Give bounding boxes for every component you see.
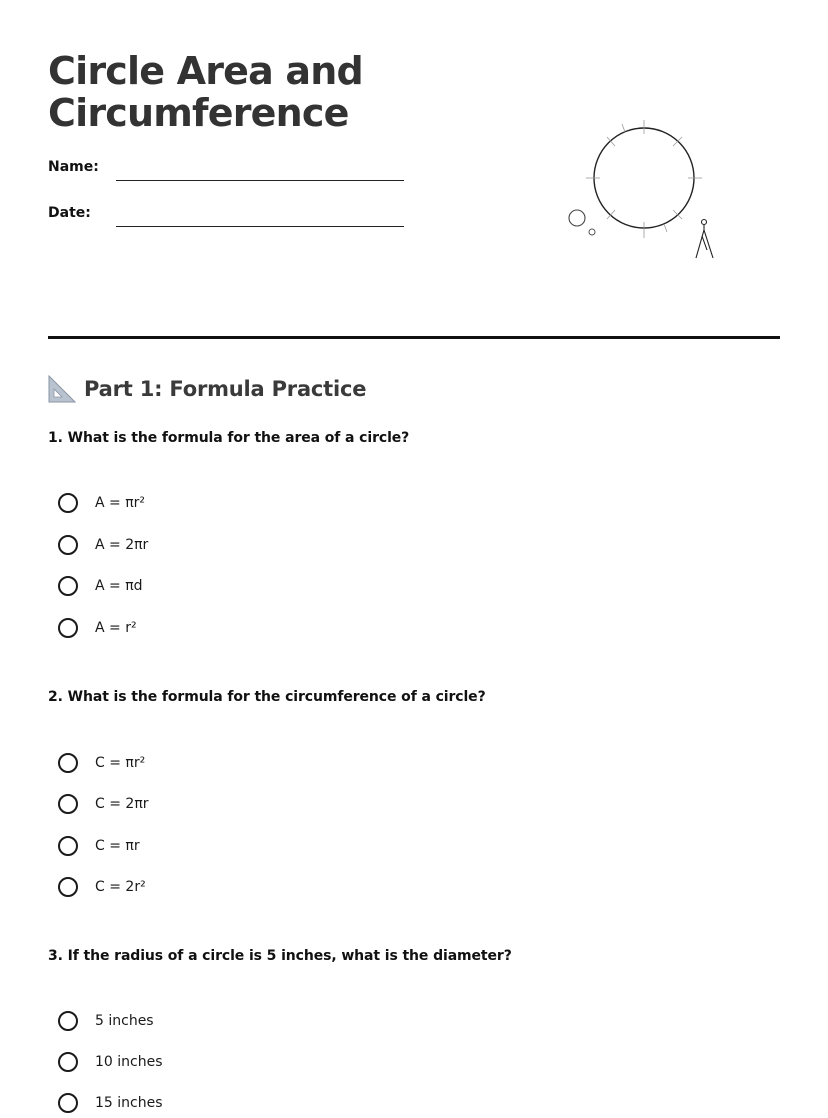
compass-icon bbox=[696, 220, 713, 259]
radio-button[interactable] bbox=[58, 618, 78, 638]
option-label: 10 inches bbox=[95, 1054, 163, 1070]
option-label: A = 2πr bbox=[95, 537, 149, 553]
title-line-2: Circumference bbox=[48, 91, 349, 135]
tiny-circle-icon bbox=[589, 229, 595, 235]
section-title: Part 1: Formula Practice bbox=[84, 377, 367, 401]
option-label: C = πr² bbox=[95, 755, 146, 771]
radio-button[interactable] bbox=[58, 877, 78, 897]
section-divider bbox=[48, 336, 780, 339]
question-2-option-4[interactable] bbox=[58, 875, 146, 899]
radio-button[interactable] bbox=[58, 1093, 78, 1113]
small-circle-icon bbox=[569, 210, 585, 226]
question-3-option-2[interactable] bbox=[58, 1050, 163, 1074]
question-1-option-2[interactable] bbox=[58, 533, 148, 557]
question-1-option-1[interactable] bbox=[58, 491, 145, 515]
question-1-option-4[interactable] bbox=[58, 616, 137, 640]
radio-button[interactable] bbox=[58, 535, 78, 555]
option-label: C = 2πr bbox=[95, 796, 149, 812]
option-label: C = πr bbox=[95, 838, 140, 854]
option-label: A = πr² bbox=[95, 495, 146, 511]
question-2: 2. What is the formula for the circumference of a circle? bbox=[48, 689, 486, 705]
title-line-1: Circle Area and bbox=[48, 49, 363, 93]
question-3-option-3[interactable] bbox=[58, 1091, 163, 1115]
option-label: 5 inches bbox=[95, 1013, 154, 1029]
question-2-option-2[interactable] bbox=[58, 792, 149, 816]
radio-button[interactable] bbox=[58, 1011, 78, 1031]
option-label: A = r² bbox=[95, 620, 137, 636]
question-3-option-1[interactable] bbox=[58, 1009, 154, 1033]
question-1-option-3[interactable] bbox=[58, 574, 143, 598]
question-2-option-1[interactable] bbox=[58, 751, 145, 775]
date-label: Date: bbox=[48, 205, 91, 221]
option-label: C = 2r² bbox=[95, 879, 146, 895]
name-label: Name: bbox=[48, 159, 99, 175]
radio-button[interactable] bbox=[58, 753, 78, 773]
option-label: 15 inches bbox=[95, 1095, 163, 1111]
radio-button[interactable] bbox=[58, 836, 78, 856]
question-1: 1. What is the formula for the area of a circle? bbox=[48, 430, 410, 446]
radio-button[interactable] bbox=[58, 1052, 78, 1072]
radio-button[interactable] bbox=[58, 794, 78, 814]
option-label: A = πd bbox=[95, 578, 143, 594]
set-square-icon bbox=[48, 375, 76, 403]
large-circle-icon bbox=[594, 128, 694, 228]
circle-tick-marks bbox=[586, 120, 702, 238]
radio-button[interactable] bbox=[58, 493, 78, 513]
worksheet-title bbox=[48, 50, 363, 134]
question-3: 3. If the radius of a circle is 5 inches, what is the diameter? bbox=[48, 948, 512, 964]
name-field[interactable] bbox=[116, 180, 404, 181]
question-2-option-3[interactable] bbox=[58, 834, 140, 858]
date-field[interactable] bbox=[116, 226, 404, 227]
circle-compass-illustration bbox=[560, 118, 720, 268]
radio-button[interactable] bbox=[58, 576, 78, 596]
